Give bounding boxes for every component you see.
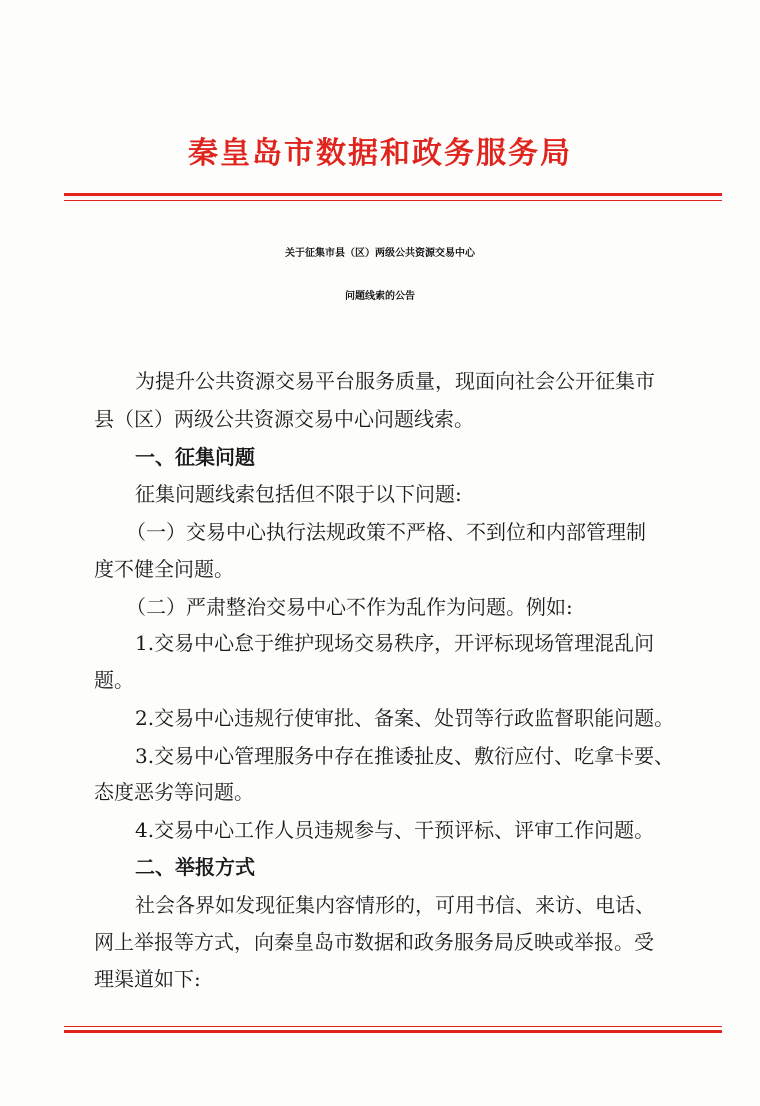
agency-header-title: 秦皇岛市数据和政务服务局 xyxy=(188,136,572,171)
sub-item-2: 2.交易中心违规行使审批、备案、处罚等行政监督职能问题。 xyxy=(135,706,675,730)
section-1-heading: 一、征集问题 xyxy=(135,445,255,469)
intro-line-1: 为提升公共资源交易平台服务质量，现面向社会公开征集市 xyxy=(135,369,655,393)
sub-item-1-line-1: 1.交易中心怠于维护现场交易秩序，开评标现场管理混乱问 xyxy=(135,631,655,655)
item-2: （二）严肃整治交易中心不作为乱作为问题。例如: xyxy=(126,595,573,619)
item-1-line-2: 度不健全问题。 xyxy=(94,557,234,581)
header-red-rule-thin xyxy=(64,200,722,201)
report-line-3: 理渠道如下: xyxy=(94,967,201,991)
notice-title-line-1: 关于征集市县（区）两级公共资源交易中心 xyxy=(285,248,475,259)
notice-title-line-2: 问题线索的公告 xyxy=(345,291,415,302)
footer-red-rule-thick xyxy=(64,1030,722,1033)
intro-line-2: 县（区）两级公共资源交易中心问题线索。 xyxy=(94,407,474,431)
sub-item-4: 4.交易中心工作人员违规参与、干预评标、评审工作问题。 xyxy=(135,818,655,842)
sub-item-3-line-2: 态度恶劣等问题。 xyxy=(94,780,254,804)
sub-item-3-line-1: 3.交易中心管理服务中存在推诿扯皮、敷衍应付、吃拿卡要、 xyxy=(135,744,675,768)
item-1-line-1: （一）交易中心执行法规政策不严格、不到位和内部管理制 xyxy=(126,520,646,544)
section-1-lead: 征集问题线索包括但不限于以下问题: xyxy=(135,482,462,506)
section-2-heading: 二、举报方式 xyxy=(135,855,255,879)
report-line-1: 社会各界如发现征集内容情形的，可用书信、来访、电话、 xyxy=(135,893,655,917)
report-line-2: 网上举报等方式，向秦皇岛市数据和政务服务局反映或举报。受 xyxy=(94,930,654,954)
header-red-rule-thick xyxy=(64,193,722,196)
sub-item-1-line-2: 题。 xyxy=(94,668,134,692)
footer-red-rule-thin xyxy=(64,1026,722,1027)
